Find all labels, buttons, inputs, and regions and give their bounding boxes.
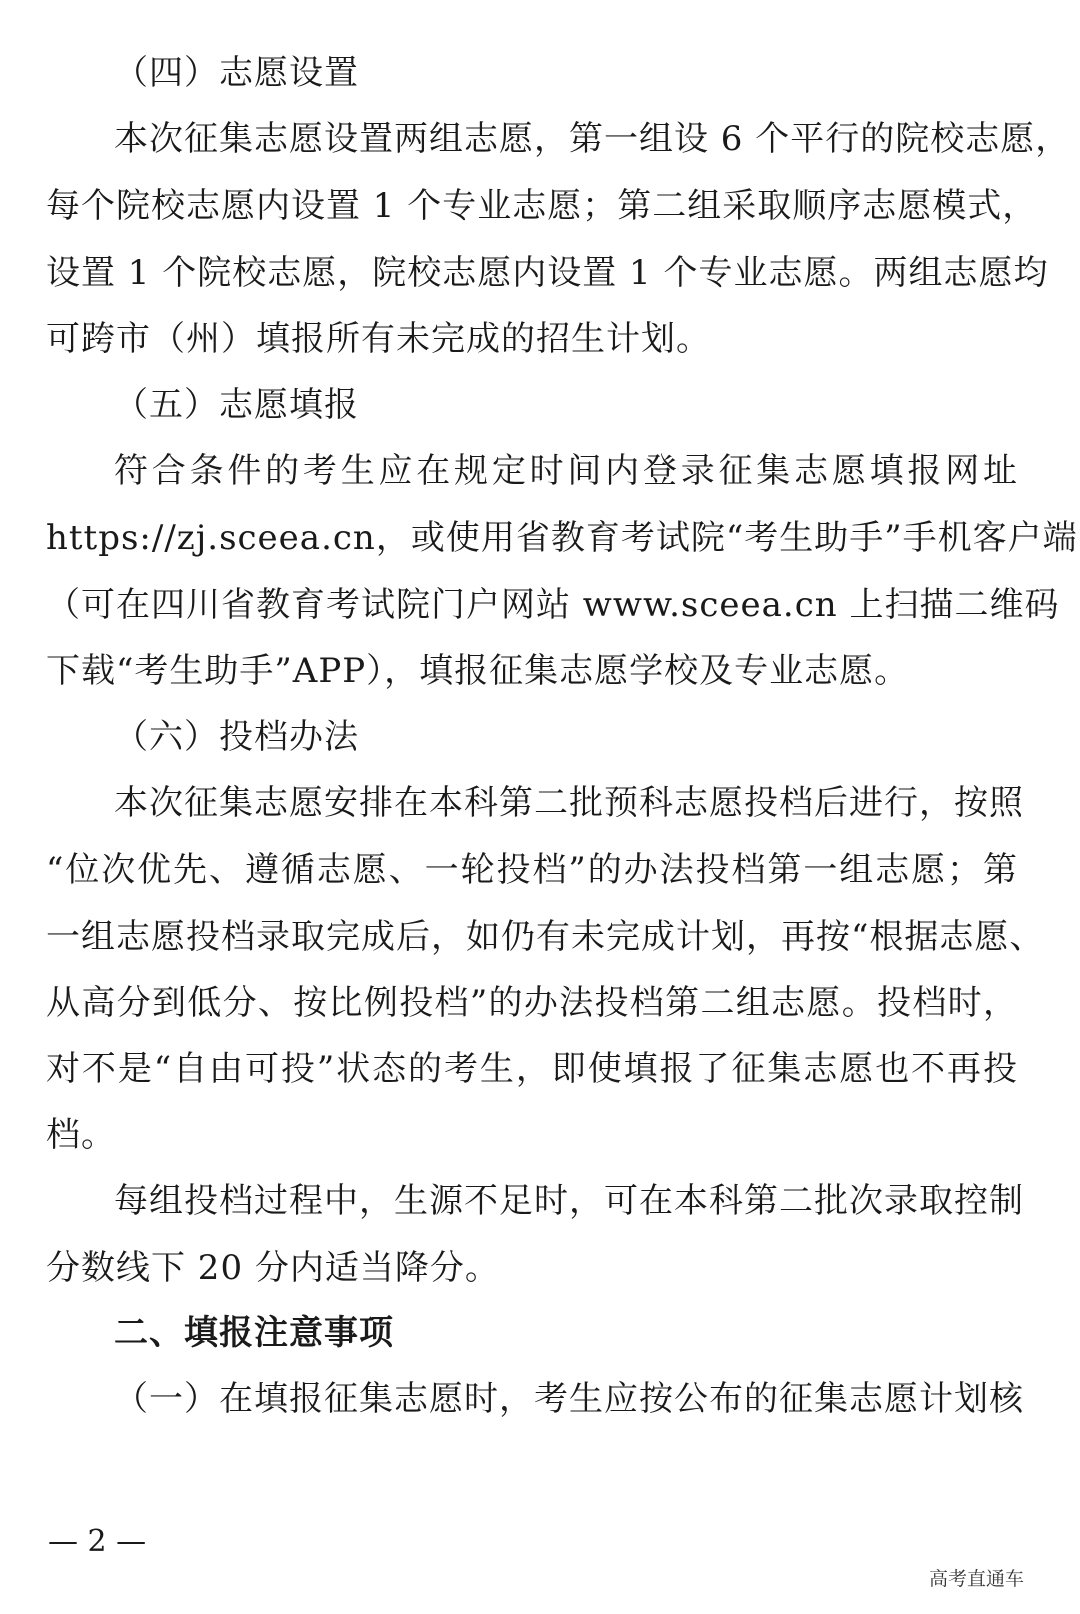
paragraph-line: 下载“考生助手”APP），填报征集志愿学校及专业志愿。 [46, 651, 910, 691]
paragraph-line: 每个院校志愿内设置 1 个专业志愿；第二组采取顺序志愿模式， [46, 186, 1038, 226]
paragraph-line: 可跨市（州）填报所有未完成的招生计划。 [46, 319, 711, 359]
paragraph-line: 设置 1 个院校志愿，院校志愿内设置 1 个专业志愿。两组志愿均 [46, 253, 1049, 293]
paragraph-line: “位次优先、遵循志愿、一轮投档”的办法投档第一组志愿；第 [46, 850, 1018, 890]
section-heading-6: （六）投档办法 [114, 717, 359, 757]
section-heading-4: （四）志愿设置 [114, 53, 359, 93]
paragraph-line: 对不是“自由可投”状态的考生，即使填报了征集志愿也不再投 [46, 1049, 1018, 1089]
paragraph-line: 本次征集志愿安排在本科第二批预科志愿投档后进行，按照 [114, 783, 1024, 823]
paragraph-line: （可在四川省教育考试院门户网站 www.sceea.cn 上扫描二维码 [46, 585, 1060, 625]
paragraph-line: （一）在填报征集志愿时，考生应按公布的征集志愿计划核 [114, 1379, 1024, 1419]
paragraph-line: 分数线下 20 分内适当降分。 [46, 1248, 500, 1288]
paragraph-line: 档。 [46, 1115, 116, 1155]
part-heading-2: 二、填报注意事项 [114, 1313, 394, 1353]
paragraph-line: 每组投档过程中，生源不足时，可在本科第二批次录取控制 [114, 1181, 1024, 1221]
page-number: — 2 — [48, 1524, 147, 1559]
paragraph-line: 本次征集志愿设置两组志愿，第一组设 6 个平行的院校志愿， [114, 119, 1071, 159]
paragraph-line: 从高分到低分、按比例投档”的办法投档第二组志愿。投档时， [46, 983, 1018, 1023]
section-heading-5: （五）志愿填报 [114, 385, 359, 425]
paragraph-line: https://zj.sceea.cn，或使用省教育考试院“考生助手”手机客户端 [46, 518, 1078, 558]
paragraph-line: 符合条件的考生应在规定时间内登录征集志愿填报网址 [114, 451, 1018, 491]
paragraph-line: 一组志愿投档录取完成后，如仍有未完成计划，再按“根据志愿、 [46, 917, 1045, 957]
watermark-text: 高考直通车 [928, 1568, 1024, 1590]
